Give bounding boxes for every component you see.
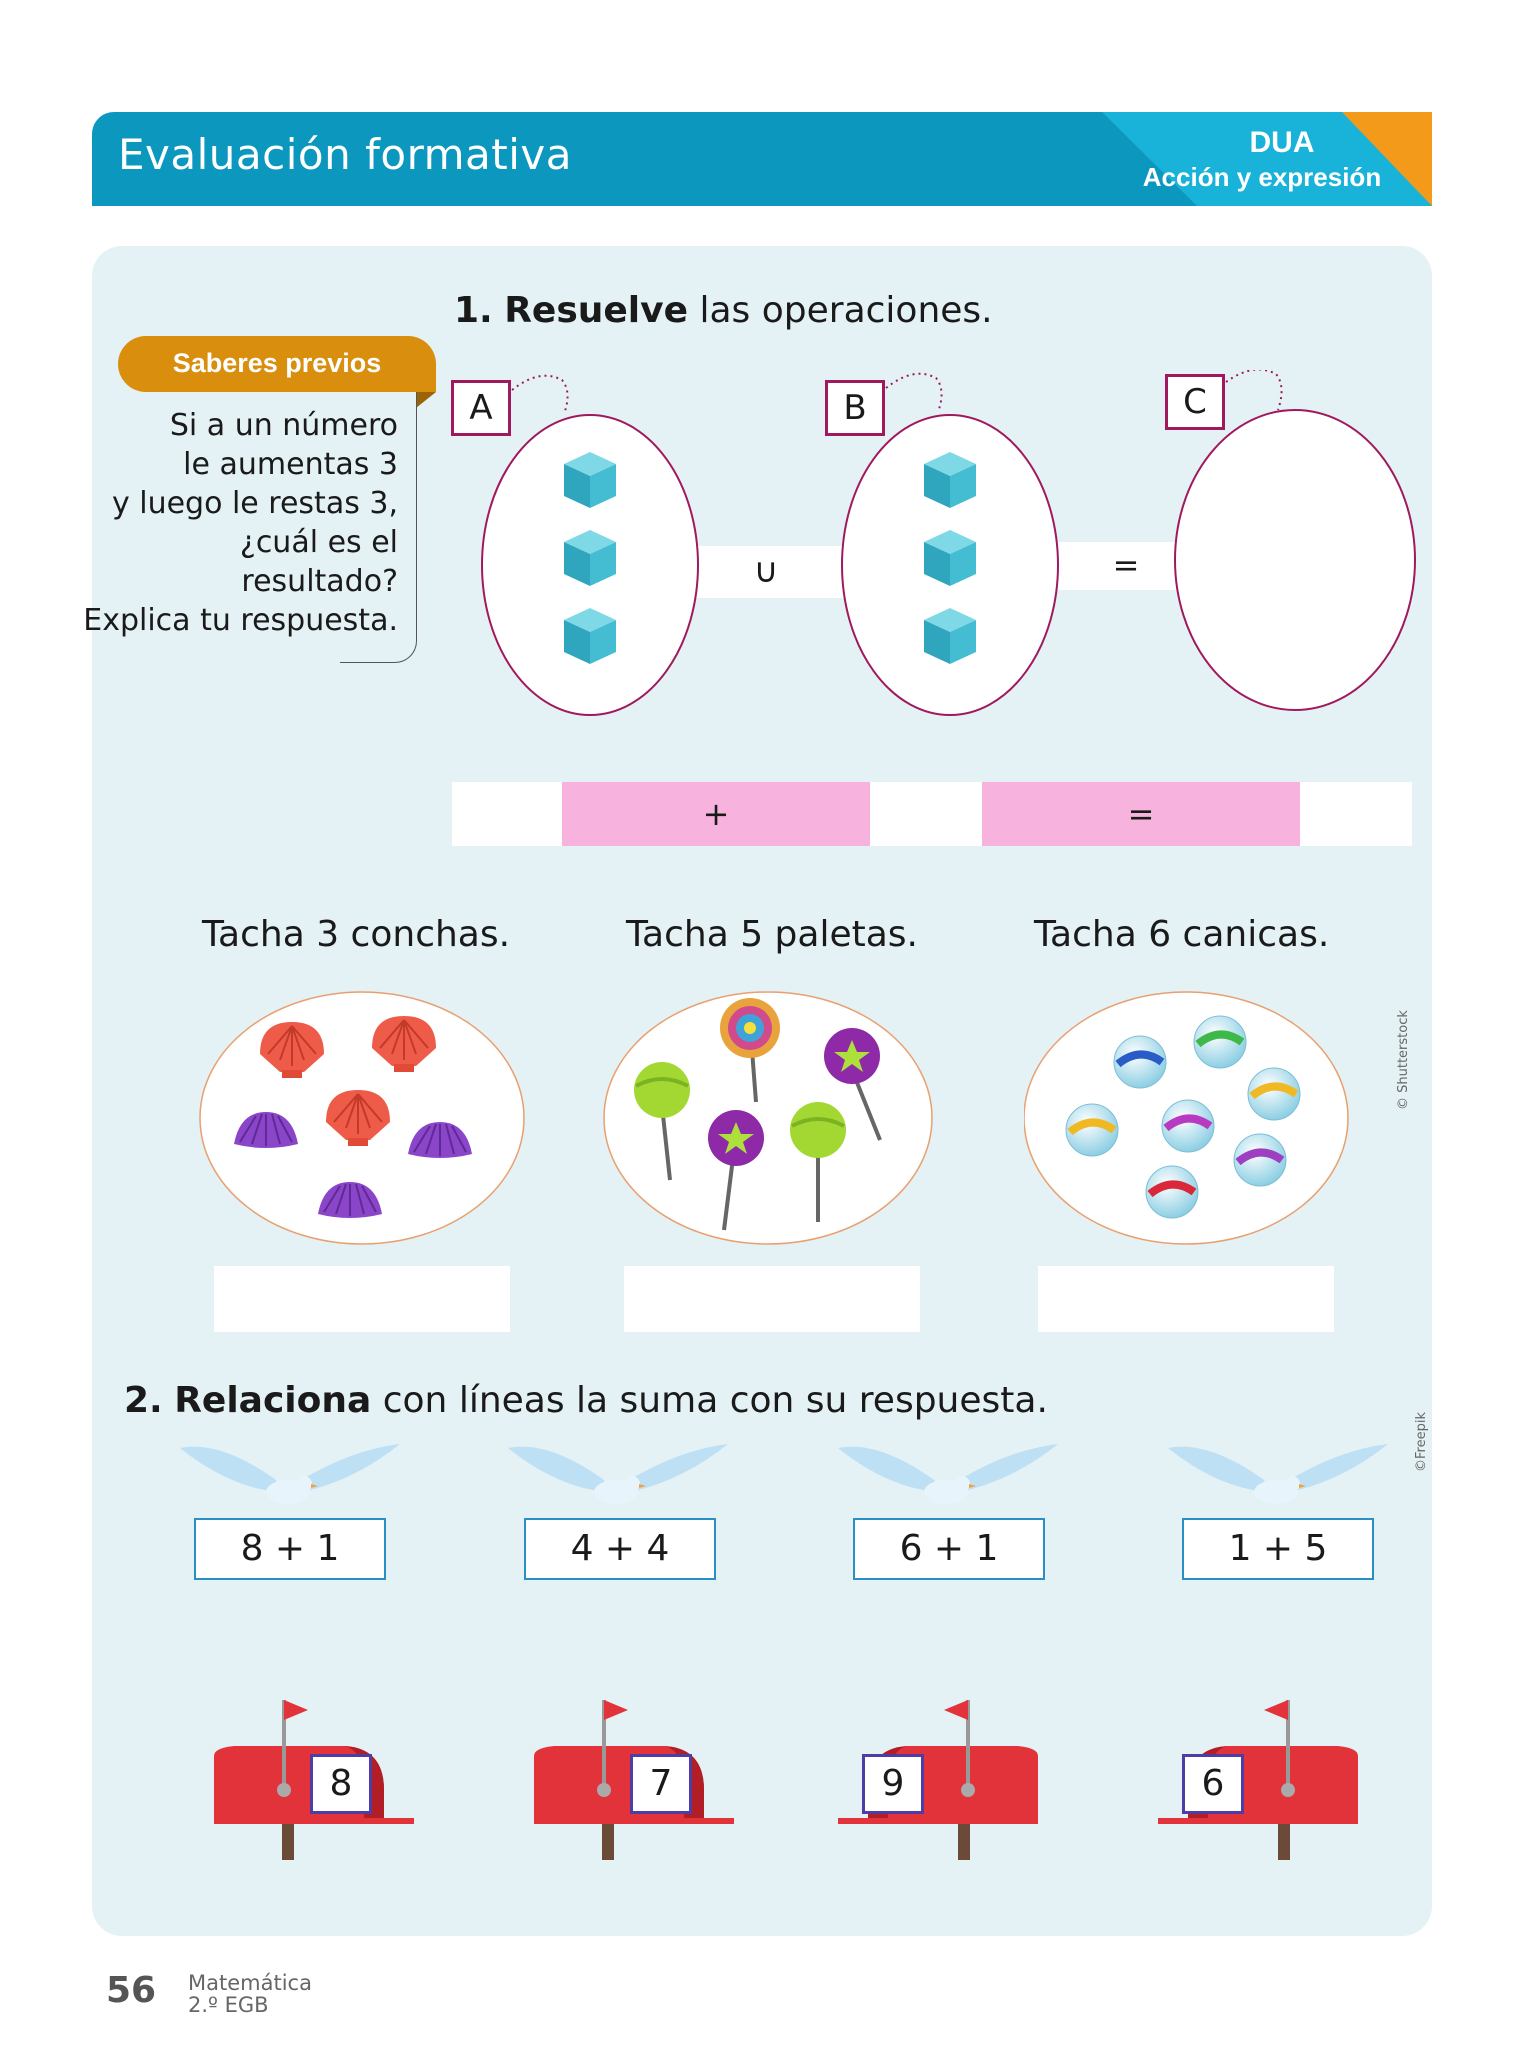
credit-shutterstock: © Shutterstock	[1396, 1010, 1411, 1110]
marble-icon	[1248, 1068, 1300, 1120]
dove-icon	[180, 1444, 400, 1504]
set-c-ellipse	[1175, 410, 1415, 710]
sum-box[interactable]: 4 + 4	[524, 1518, 716, 1580]
cube-icon	[564, 608, 616, 664]
subject-name: Matemática	[188, 1971, 312, 1995]
saberes-previos-label: Saberes previos	[172, 348, 382, 378]
saberes-line: resultado?	[241, 564, 398, 599]
dua-title: DUA	[1249, 126, 1315, 159]
dove-icon	[1168, 1444, 1388, 1504]
set-a-hook	[512, 376, 568, 414]
answer-number-box[interactable]: 6	[1182, 1754, 1244, 1814]
exercise-1-heading	[454, 290, 993, 331]
saberes-line: y luego le restas 3,	[111, 486, 398, 521]
sum-box[interactable]: 6 + 1	[853, 1518, 1045, 1580]
answer-blank[interactable]	[452, 782, 562, 846]
set-label-b: B	[825, 380, 885, 436]
subject-label	[188, 1972, 312, 2016]
exercise-1-verb: Resuelve	[504, 290, 689, 331]
tacha-lollipops-label: Tacha 5 paletas.	[626, 914, 918, 955]
credit-freepik: ©Freepik	[1414, 1412, 1429, 1472]
marbles-set	[1024, 990, 1354, 1246]
marble-icon	[1114, 1036, 1166, 1088]
saberes-line: le aumentas 3	[183, 447, 398, 482]
shells-answer-box[interactable]	[214, 1266, 510, 1332]
shells-set	[198, 990, 528, 1246]
tacha-marbles-label: Tacha 6 canicas.	[1034, 914, 1330, 955]
answer-number-box[interactable]: 9	[862, 1754, 924, 1814]
marble-icon	[1162, 1100, 1214, 1152]
saberes-line: ¿cuál es el	[239, 525, 398, 560]
sum-box[interactable]: 8 + 1	[194, 1518, 386, 1580]
cube-icon	[564, 530, 616, 586]
dove-icon	[508, 1444, 728, 1504]
page-number: 56	[106, 1970, 157, 2011]
page-title: Evaluación formativa	[118, 130, 572, 179]
lollipops-answer-box[interactable]	[624, 1266, 920, 1332]
answer-number-box[interactable]: 7	[630, 1754, 692, 1814]
plus-cell: +	[562, 782, 870, 846]
exercise-1-instruction: las operaciones.	[688, 290, 993, 331]
exercise-1-number: 1.	[454, 290, 493, 331]
marble-icon	[1146, 1166, 1198, 1218]
marble-icon	[1194, 1016, 1246, 1068]
tacha-shells-label: Tacha 3 conchas.	[202, 914, 511, 955]
saberes-line: Si a un número	[169, 408, 398, 443]
grade-label: 2.º EGB	[188, 1993, 269, 2017]
exercise-2-number: 2.	[124, 1380, 163, 1421]
exercise-2-instruction: con líneas la suma con su respuesta.	[371, 1380, 1048, 1421]
dua-subtitle: Acción y expresión	[1142, 162, 1382, 192]
set-label-a: A	[451, 380, 511, 436]
exercise-2-heading	[124, 1380, 1048, 1421]
saberes-line: Explica tu respuesta.	[83, 603, 398, 638]
answer-blank[interactable]	[870, 782, 982, 846]
marble-icon	[1066, 1104, 1118, 1156]
lollipops-set	[600, 990, 940, 1246]
marble-icon	[1234, 1134, 1286, 1186]
sum-box[interactable]: 1 + 5	[1182, 1518, 1374, 1580]
exercise-2-verb: Relaciona	[174, 1380, 372, 1421]
answer-number-box[interactable]: 8	[310, 1754, 372, 1814]
equals-symbol: =	[1112, 546, 1140, 584]
sets-diagram	[440, 370, 1440, 730]
answer-blank[interactable]	[1300, 782, 1412, 846]
cube-icon	[924, 608, 976, 664]
mailboxes-row	[0, 1690, 1536, 1860]
equals-cell: =	[982, 782, 1300, 846]
union-symbol: ∪	[753, 551, 779, 591]
dove-icon	[838, 1444, 1058, 1504]
set-label-c: C	[1165, 374, 1225, 430]
section-header	[92, 112, 1432, 206]
marbles-answer-box[interactable]	[1038, 1266, 1334, 1332]
doves-row	[0, 1440, 1536, 1520]
cube-icon	[924, 530, 976, 586]
